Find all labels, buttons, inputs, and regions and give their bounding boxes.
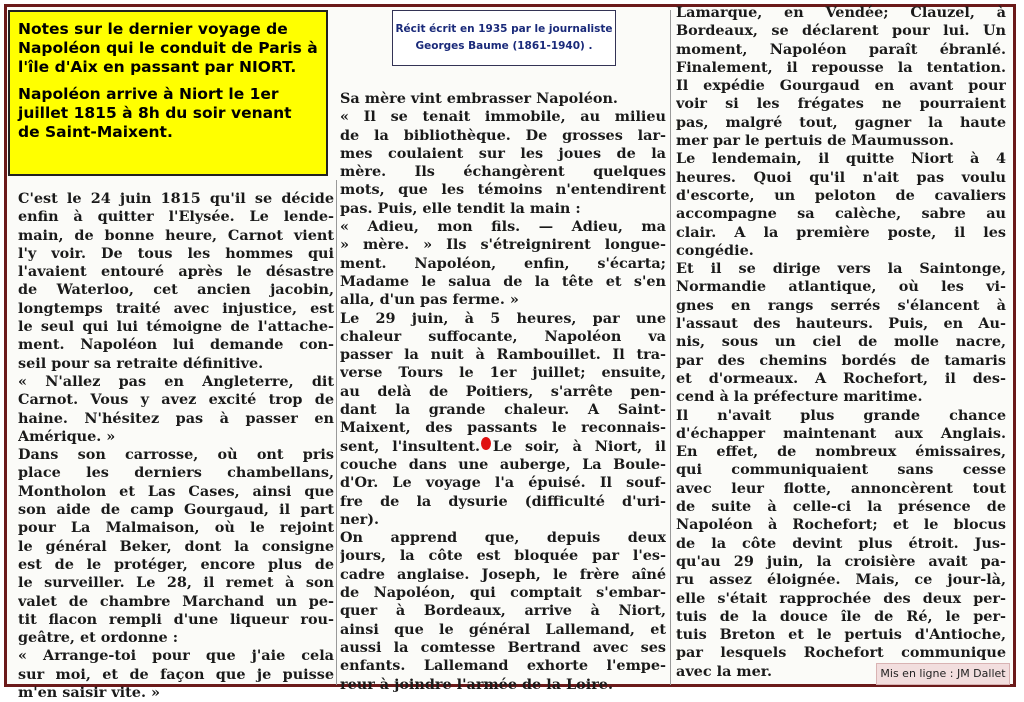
text-line: tit flacon rempli d'une liqueur rou-	[18, 611, 334, 629]
caption-line-2: Georges Baume (1861-1940) .	[393, 38, 615, 55]
text-line: « Il se tenait immobile, au milieu	[340, 108, 666, 126]
note-box	[8, 10, 328, 176]
text-line: alla, d'un pas ferme. »	[340, 291, 666, 309]
text-line: pour La Malmaison, où le rejoint	[18, 519, 334, 537]
text-line: pas. Puis, elle tendit la main :	[340, 200, 666, 218]
text-line: mère. Ils échangèrent quelques	[340, 163, 666, 181]
article-column-1	[18, 190, 334, 702]
text-line: Et il se dirige vers la Saintonge,	[676, 260, 1006, 278]
text-line: Napoléon à Rochefort; et le blocus	[676, 516, 1006, 534]
text-line: reur à joindre l'armée de la Loire.	[340, 676, 666, 694]
text-line: En effet, de nombreux émissaires,	[676, 443, 1006, 461]
text-line: ment. Napoléon lui demande con-	[18, 336, 334, 354]
text-line: au delà de Poitiers, s'arrête pen-	[340, 383, 666, 401]
text-line: qui communiquaient sans cesse	[676, 461, 1006, 479]
text-line: Lamarque, en Vendée; Clauzel, à	[676, 4, 1006, 22]
text-line: accompagne sa calèche, sabre au	[676, 205, 1006, 223]
text-line: de la bibliothèque. De grosses lar-	[340, 127, 666, 145]
text-line: par des chemins bordés de tamaris	[676, 352, 1006, 370]
text-line: tuis Breton et le pertuis d'Antioche,	[676, 626, 1006, 644]
article-column-2	[340, 90, 666, 694]
text-line: par lesquels Rochefort communique	[676, 644, 1006, 662]
text-line: Maixent, des passants le reconnais-	[340, 419, 666, 437]
text-line: jours, la côte est bloquée par l'es-	[340, 547, 666, 565]
text-line: dant la grande chaleur. A Saint-	[340, 401, 666, 419]
text-line: haine. N'hésitez pas à passer en	[18, 410, 334, 428]
column-divider-2	[670, 10, 671, 685]
text-line: verse Tours le 1er juillet; ensuite,	[340, 364, 666, 382]
text-line: mes coulaient sur les joues de la	[340, 145, 666, 163]
text-line: geâtre, et ordonne :	[18, 629, 334, 647]
text-line: couche dans une auberge, La Boule-	[340, 456, 666, 474]
text-line: qu'au 29 juin, la croisière avait pa-	[676, 553, 1006, 571]
text-line: avec la mer.	[676, 663, 1006, 681]
text-line: enfin à quitter l'Elysée. Le lende-	[18, 208, 334, 226]
text-line: Dans son carrosse, où ont pris	[18, 446, 334, 464]
text-line: cadre anglaise. Joseph, le frère aîné	[340, 566, 666, 584]
text-line: main, de bonne heure, Carnot vient	[18, 227, 334, 245]
text-line: m'en saisir vite. »	[18, 684, 334, 702]
text-line: aussi la comtesse Bertrand avec ses	[340, 639, 666, 657]
credit-badge: Mis en ligne : JM Dallet	[876, 663, 1010, 685]
text-line: le surveiller. Le 28, il remet à son	[18, 574, 334, 592]
text-line: ainsi que le général Lallemand, et	[340, 621, 666, 639]
text-line: de Napoléon, qui comptait s'embar-	[340, 584, 666, 602]
text-line: l'y voir. De tous les hommes qui	[18, 245, 334, 263]
text-line: le seul qui lui témoigne de l'attache-	[18, 318, 334, 336]
text-line: Il expédie Gourgaud en avant pour	[676, 77, 1006, 95]
text-line: et d'ormeaux. A Rochefort, il des-	[676, 370, 1006, 388]
text-line: d'escorte, un peloton de cavaliers	[676, 187, 1006, 205]
text-line: cend à la préfecture maritime.	[676, 388, 1006, 406]
text-line: Amérique. »	[18, 428, 334, 446]
text-line: « Arrange-toi pour que j'aie cela	[18, 647, 334, 665]
text-line: heures. Quoi qu'il n'ait pas voulu	[676, 169, 1006, 187]
text-line: moment, Napoléon paraît ébranlé.	[676, 41, 1006, 59]
text-line: l'avaient entouré après le désastre	[18, 263, 334, 281]
text-line: sent, l'insultent. Le soir, à Niort, il	[340, 438, 666, 456]
text-line: tuis de la douce île de Ré, le per-	[676, 608, 1006, 626]
text-line: d'Or. Le voyage l'a épuisé. Il souf-	[340, 474, 666, 492]
red-dot-marker	[481, 437, 491, 450]
text-line: enfants. Lallemand exhorte l'empe-	[340, 657, 666, 675]
text-line: longtemps traité avec injustice, est	[18, 300, 334, 318]
text-line: Le 29 juin, à 5 heures, par une	[340, 310, 666, 328]
text-line: l'assaut des hauteurs. Puis, en Au-	[676, 315, 1006, 333]
text-line: voir si les frégates ne pourraient	[676, 95, 1006, 113]
text-line: ment. Napoléon, enfin, s'écarta;	[340, 255, 666, 273]
caption-line-1: Récit écrit en 1935 par le journaliste	[393, 21, 615, 38]
text-line: de Waterloo, cet ancien jacobin,	[18, 281, 334, 299]
text-line: Normandie atlantique, où les vi-	[676, 278, 1006, 296]
text-line: gnes en rangs serrés s'élancent à	[676, 297, 1006, 315]
text-line: nis, sous un ciel de molle nacre,	[676, 333, 1006, 351]
text-line: Montholon et Las Cases, ainsi que	[18, 483, 334, 501]
text-line: d'échapper maintenant aux Anglais.	[676, 425, 1006, 443]
text-line: mer par le pertuis de Maumusson.	[676, 132, 1006, 150]
text-line: place les derniers chambellans,	[18, 464, 334, 482]
text-line: Finalement, il repousse la tentation.	[676, 59, 1006, 77]
text-line: « Adieu, mon fils. — Adieu, ma	[340, 218, 666, 236]
text-line: fre de la dysurie (difficulté d'uri-	[340, 493, 666, 511]
text-line: chaleur suffocante, Napoléon va	[340, 328, 666, 346]
text-line: Il n'avait plus grande chance	[676, 407, 1006, 425]
note-line-2: Napoléon arrive à Niort le 1er juillet 1815 à 8h du soir venant de Saint-Maixent.	[18, 85, 318, 142]
column-divider-1	[336, 180, 337, 685]
text-line: de la côte devint plus étroit. Jus-	[676, 535, 1006, 553]
note-line-1: Notes sur le dernier voyage de Napoléon qui le conduit de Paris à l'île d'Aix en passant par NIORT.	[18, 20, 318, 77]
text-line: congédie.	[676, 242, 1006, 260]
text-line: avec leur flotte, annoncèrent tout	[676, 480, 1006, 498]
text-line: On apprend que, depuis deux	[340, 529, 666, 547]
article-column-3	[676, 4, 1006, 681]
text-line: pas, malgré tout, gagner la haute	[676, 114, 1006, 132]
text-line: mots, que les témoins n'entendirent	[340, 181, 666, 199]
text-line: passer la nuit à Rambouillet. Il tra-	[340, 346, 666, 364]
text-line: ner).	[340, 511, 666, 529]
text-line: ru assez éloignée. Mais, ce jour-là,	[676, 571, 1006, 589]
text-line: « N'allez pas en Angleterre, dit	[18, 373, 334, 391]
text-line: seil pour sa retraite définitive.	[18, 355, 334, 373]
text-line: Sa mère vint embrasser Napoléon.	[340, 90, 666, 108]
text-line: elle s'était rapprochée des deux per-	[676, 590, 1006, 608]
text-line: quer à Bordeaux, arrive à Niort,	[340, 602, 666, 620]
text-line: Madame le salua de la tête et s'en	[340, 273, 666, 291]
text-line: Carnot. Vous y avez excité trop de	[18, 391, 334, 409]
text-line: de suite à celle-ci la présence de	[676, 498, 1006, 516]
text-line: Le lendemain, il quitte Niort à 4	[676, 150, 1006, 168]
text-line: C'est le 24 juin 1815 qu'il se décide	[18, 190, 334, 208]
text-line: Bordeaux, se déclarent pour lui. Un	[676, 22, 1006, 40]
text-line: le général Beker, dont la consigne	[18, 538, 334, 556]
text-line: son aide de camp Gourgaud, il part	[18, 501, 334, 519]
text-line: clair. A la première poste, il les	[676, 224, 1006, 242]
caption-box	[392, 10, 616, 66]
text-line: est de le protéger, encore plus de	[18, 556, 334, 574]
text-line: » mère. » Ils s'étreignirent longue-	[340, 236, 666, 254]
text-line: valet de chambre Marchand un pe-	[18, 593, 334, 611]
text-line: sur moi, et de façon que je puisse	[18, 666, 334, 684]
